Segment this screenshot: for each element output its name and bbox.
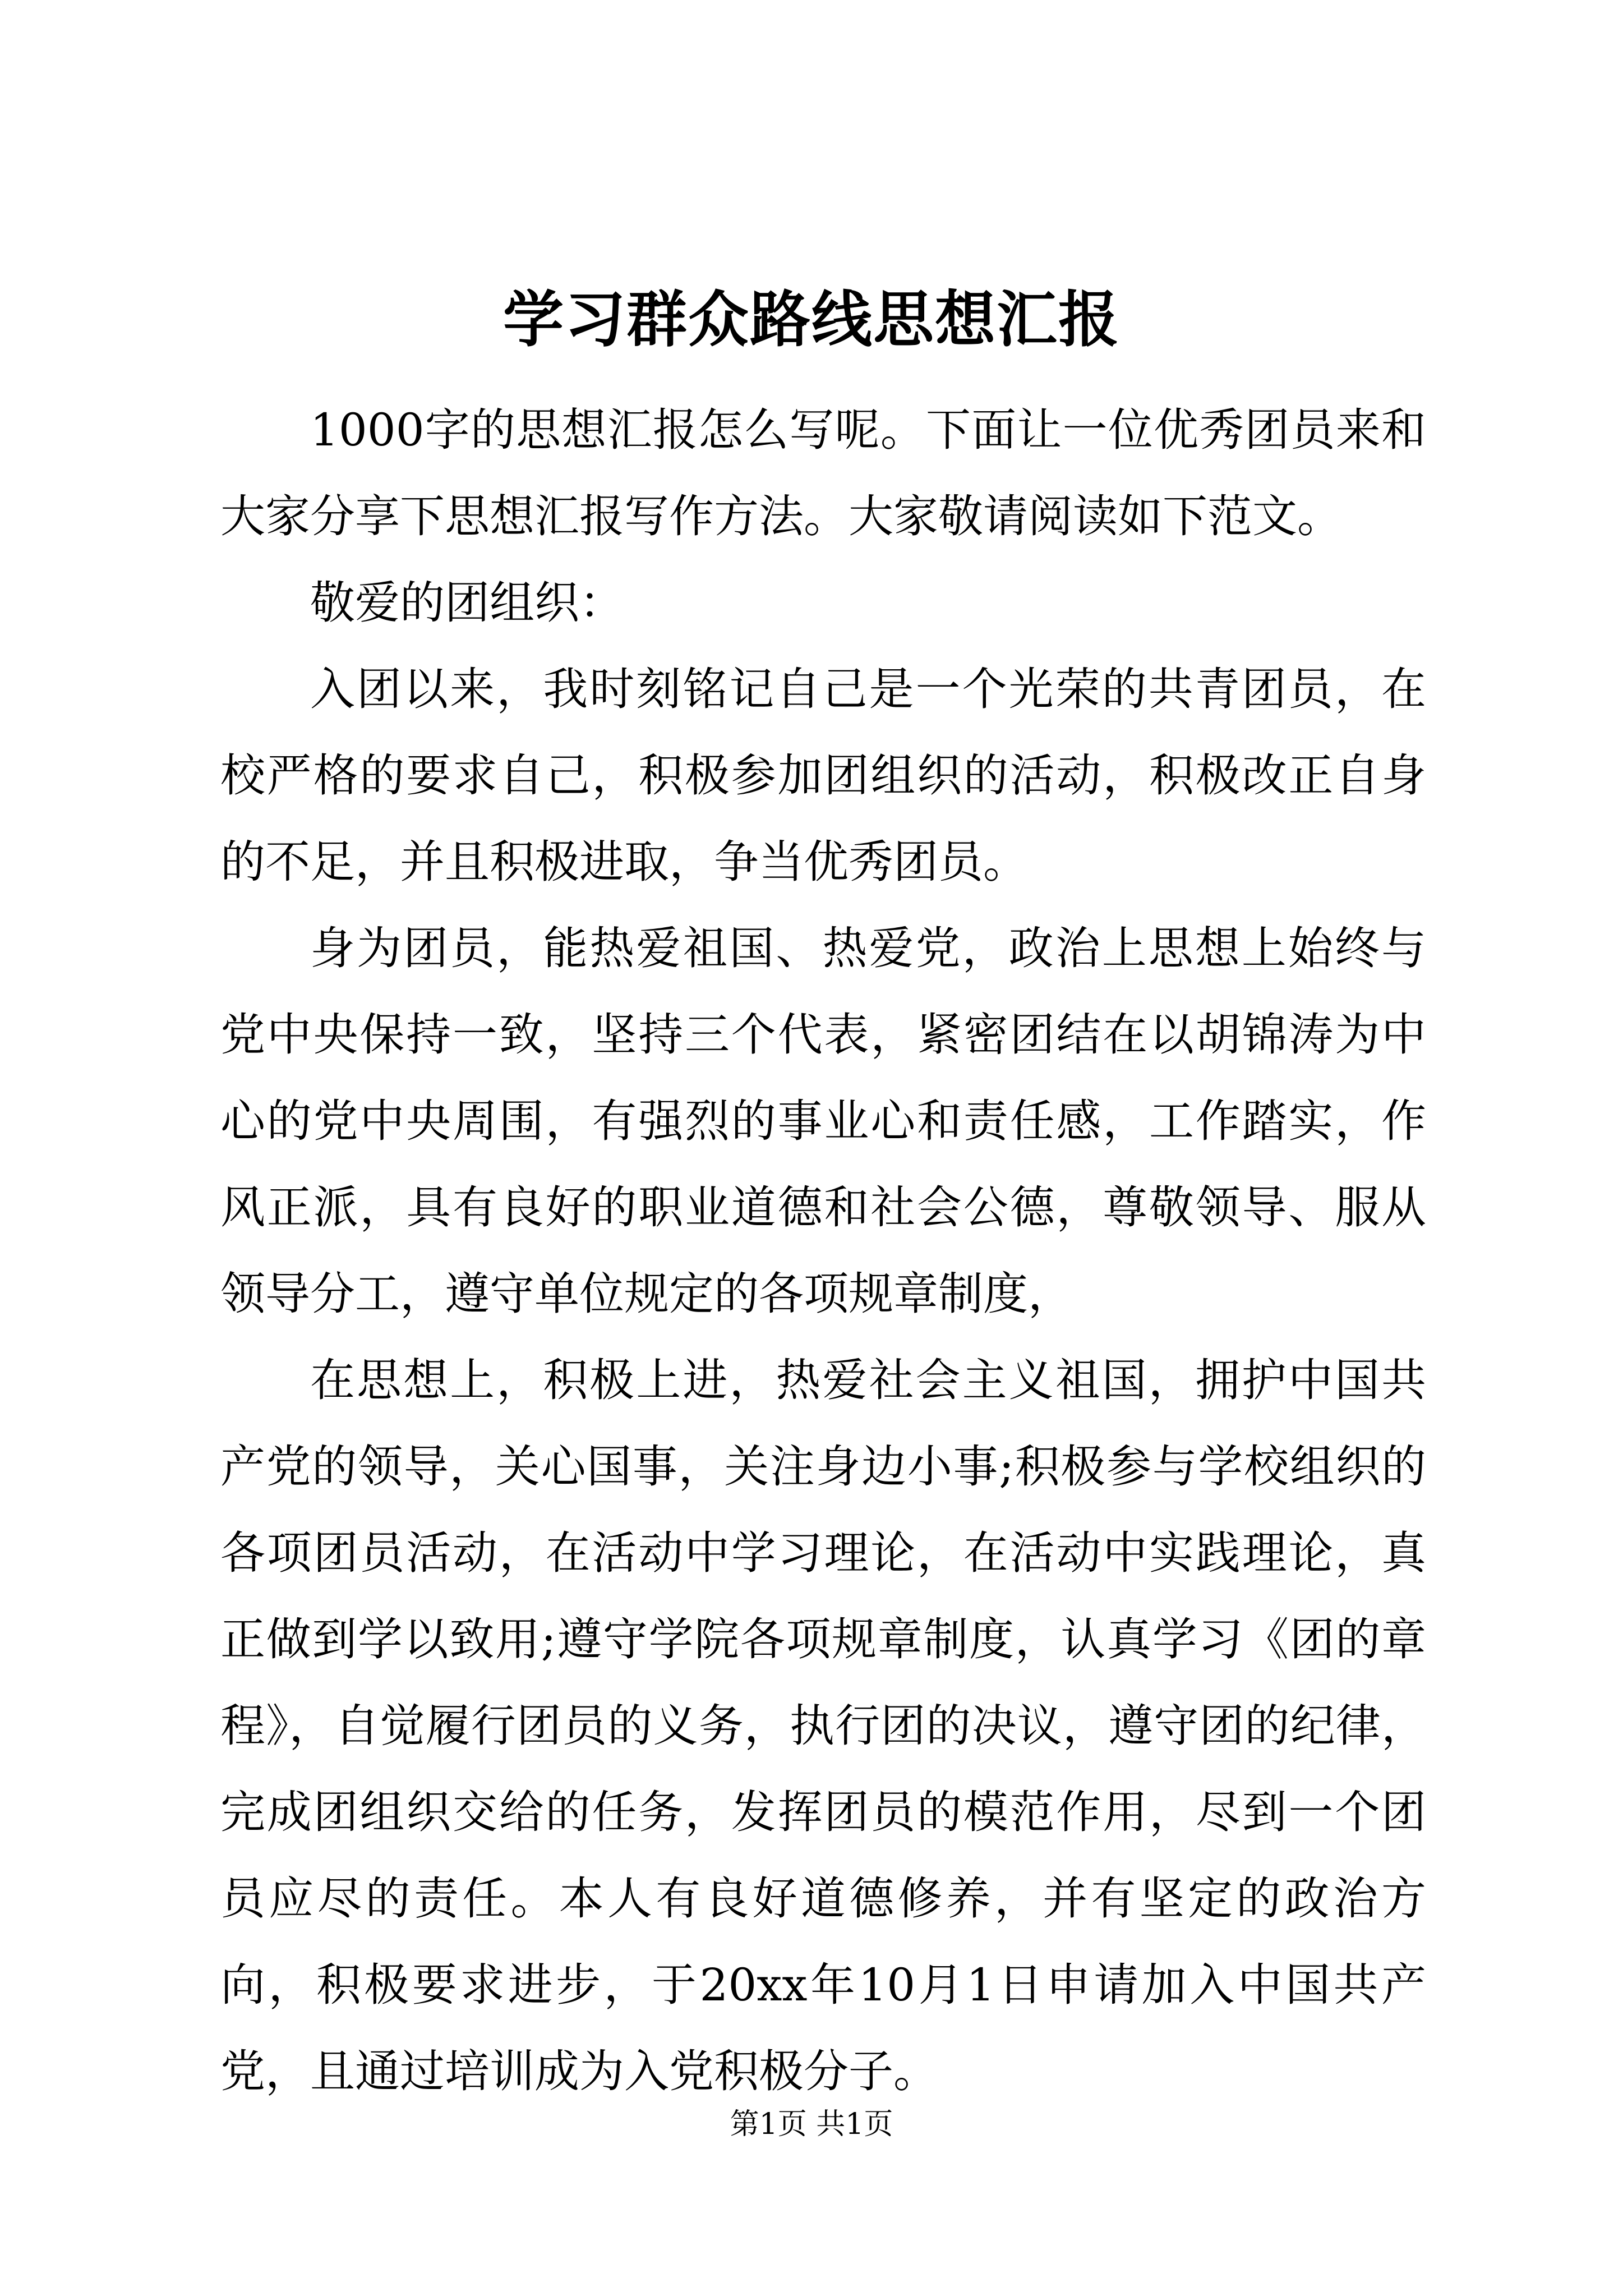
paragraph-intro: 1000字的思想汇报怎么写呢。下面让一位优秀团员来和大家分享下思想汇报写作方法。大家敬请阅读如下范文。 — [220, 404, 1426, 542]
paragraph-salutation: 敬爱的团组织： — [310, 577, 624, 629]
document-body — [220, 387, 1426, 2115]
document-title: 学习群众路线思想汇报 — [502, 284, 1120, 355]
page-footer: 第1页 共1页 — [730, 2108, 893, 2141]
paragraph-2: 身为团员，能热爱祖国、热爱党，政治上思想上始终与党中央保持一致，坚持三个代表，紧密团结在以胡锦涛为中心的党中央周围，有强烈的事业心和责任感，工作踏实，作风正派，具有良好的职业道德和社会公德，尊敬领导、服从领导分工，遵守单位规定的各项规章制度， — [220, 922, 1426, 1320]
paragraph-1: 入团以来，我时刻铭记自己是一个光荣的共青团员，在校严格的要求自己，积极参加团组织的活动，积极改正自身的不足，并且积极进取，争当优秀团员。 — [220, 663, 1426, 888]
paragraph-3: 在思想上，积极上进，热爱社会主义祖国，拥护中国共产党的领导，关心国事，关注身边小事;积极参与学校组织的各项团员活动，在活动中学习理论，在活动中实践理论，真正做到学以致用;遵守学院各项规章制度，认真学习《团的章程》，自觉履行团员的义务，执行团的决议，遵守团的纪律，完成团组织交给的任务，发挥团员的模范作用，尽到一个团员应尽的责任。本人有良好道德修养，并有坚定的政治方向，积极要求进步，于20xx年10月1日申请加入中国共产党，且通过培训成为入党积极分子。 — [220, 1354, 1426, 2097]
